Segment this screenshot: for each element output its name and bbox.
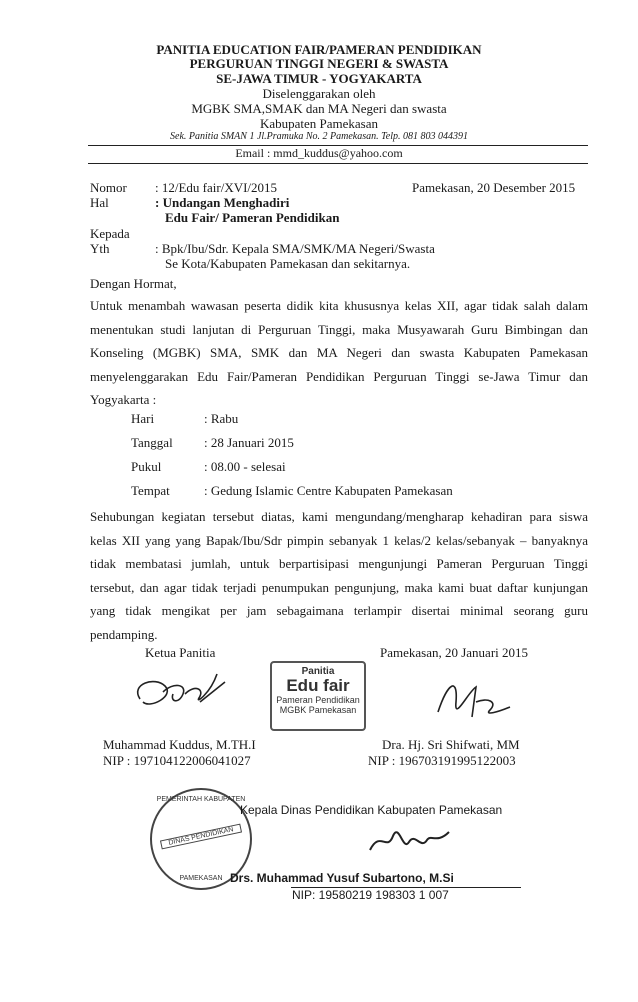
stamp-line-1: Panitia <box>301 666 335 677</box>
paragraph-2-line: Sehubungan kegiatan tersebut diatas, kami mengundang/mengharap kehadiran para siswa <box>90 509 588 524</box>
seal-bottom-text: PAMEKASAN <box>179 875 223 882</box>
sign-date: Pamekasan, 20 Januari 2015 <box>380 645 529 660</box>
org-title-line3: SE-JAWA TIMUR - YOGYAKARTA <box>216 71 422 86</box>
seal-mid-text: DINAS PENDIDIKAN <box>160 824 242 850</box>
yth-value: : Bpk/Ibu/Sdr. Kepala SMA/SMK/MA Negeri/Swasta <box>155 241 435 256</box>
chair-nip: NIP : 197104122006041027 <box>103 753 251 768</box>
hal-label: Hal <box>90 195 109 210</box>
stamp-line-4: MGBK Pamekasan <box>279 705 357 715</box>
paragraph-2-line: yang tidak mengikat per jam sebagaimana terlampir disertai minimal seorang guru <box>90 603 588 618</box>
chair-signature <box>125 664 235 724</box>
detail-value-tempat: : Gedung Islamic Centre Kabupaten Pamekasan <box>204 483 453 498</box>
organizer-name: MGBK SMA,SMAK dan MA Negeri dan swasta <box>191 101 447 116</box>
paragraph-2-line: tidak membatasi jumlah, untuk berpartisipasi mengunjungi Pameran Perguruan Tinggi <box>90 556 588 571</box>
paragraph-1-line: menyelenggarakan Edu Fair/Pameran Pendidikan Perguruan Tinggi se-Jawa Timur dan <box>90 368 588 384</box>
organizer-region: Kabupaten Pamekasan <box>259 116 379 131</box>
paragraph-1-line: Konseling (MGBK) SMA, SMK dan MA Negeri dan swasta Kabupaten Pamekasan <box>90 345 588 360</box>
paragraph-1-line: Untuk menambah wawasan peserta didik kita khususnya kelas XII, agar tidak salah dalam <box>90 298 588 313</box>
nomor-value: : 12/Edu fair/XVI/2015 <box>155 180 278 195</box>
head-title: Kepala Dinas Pendidikan Kabupaten Pamekasan <box>240 803 503 817</box>
email-line: Email : mmd_kuddus@yahoo.com <box>235 146 403 160</box>
chair-name: Muhammad Kuddus, M.TH.I <box>103 737 256 752</box>
kepada-label: Kepada <box>90 226 130 241</box>
head-name: Drs. Muhammad Yusuf Subartono, M.Si <box>230 871 454 885</box>
detail-label-tempat: Tempat <box>131 483 170 498</box>
header-divider-bottom <box>88 163 588 164</box>
paragraph-1 <box>90 294 588 412</box>
seal-top-text: PEMERINTAH KABUPATEN <box>156 796 246 803</box>
detail-label-pukul: Pukul <box>131 459 162 474</box>
org-title-line2: PERGURUAN TINGGI NEGERI & SWASTA <box>189 56 449 71</box>
coordinator-signature <box>428 672 518 732</box>
stamp-line-3: Pameran Pendidikan <box>276 695 360 705</box>
secretariat-address: Sek. Panitia SMAN 1 Jl.Pramuka No. 2 Pamekasan. Telp. 081 803 044391 <box>170 131 468 142</box>
coordinator-nip: NIP : 196703191995122003 <box>368 753 516 768</box>
detail-label-tanggal: Tanggal <box>131 435 173 450</box>
yth-label: Yth <box>90 241 110 256</box>
yth-value-2: Se Kota/Kabupaten Pamekasan dan sekitarnya. <box>165 256 411 271</box>
paragraph-2-line: tersebut, dan agar tidak terjadi penumpukan pengunjung, maka kami buat daftar kunjungan <box>90 579 588 595</box>
detail-value-pukul: : 08.00 - selesai <box>204 459 286 474</box>
nomor-label: Nomor <box>90 180 127 195</box>
org-title-line1: PANITIA EDUCATION FAIR/PAMERAN PENDIDIKAN <box>156 42 482 57</box>
committee-stamp <box>270 661 366 731</box>
letter-date: Pamekasan, 20 Desember 2015 <box>412 180 576 195</box>
paragraph-2-line: pendamping. <box>90 626 158 642</box>
paragraph-2 <box>90 505 588 646</box>
organizer-line: Diselenggarakan oleh <box>262 86 376 101</box>
paragraph-2-line: kelas XII yang yang Bapak/Ibu/Sdr pimpin sebanyak 1 kelas/2 kelas/sebanyak – banyaknya <box>90 532 588 548</box>
paragraph-1-line: menentukan studi lanjutan di Perguruan Tinggi, maka Musyawarah Guru Bimbingan dan <box>90 321 588 337</box>
stamp-line-2: Edu fair <box>286 676 350 695</box>
hal-value: : Undangan Menghadiri <box>155 195 290 210</box>
head-nip: NIP: 19580219 198303 1 007 <box>292 888 449 902</box>
coordinator-name: Dra. Hj. Sri Shifwati, MM <box>382 737 520 752</box>
head-signature <box>365 822 455 862</box>
chair-title: Ketua Panitia <box>145 645 216 660</box>
detail-label-hari: Hari <box>131 411 155 426</box>
paragraph-1-line: Yogyakarta : <box>90 392 157 407</box>
greeting: Dengan Hormat, <box>90 276 177 291</box>
detail-value-hari: : Rabu <box>204 411 239 426</box>
hal-value-2: Edu Fair/ Pameran Pendidikan <box>165 210 340 225</box>
detail-value-tanggal: : 28 Januari 2015 <box>204 435 294 450</box>
